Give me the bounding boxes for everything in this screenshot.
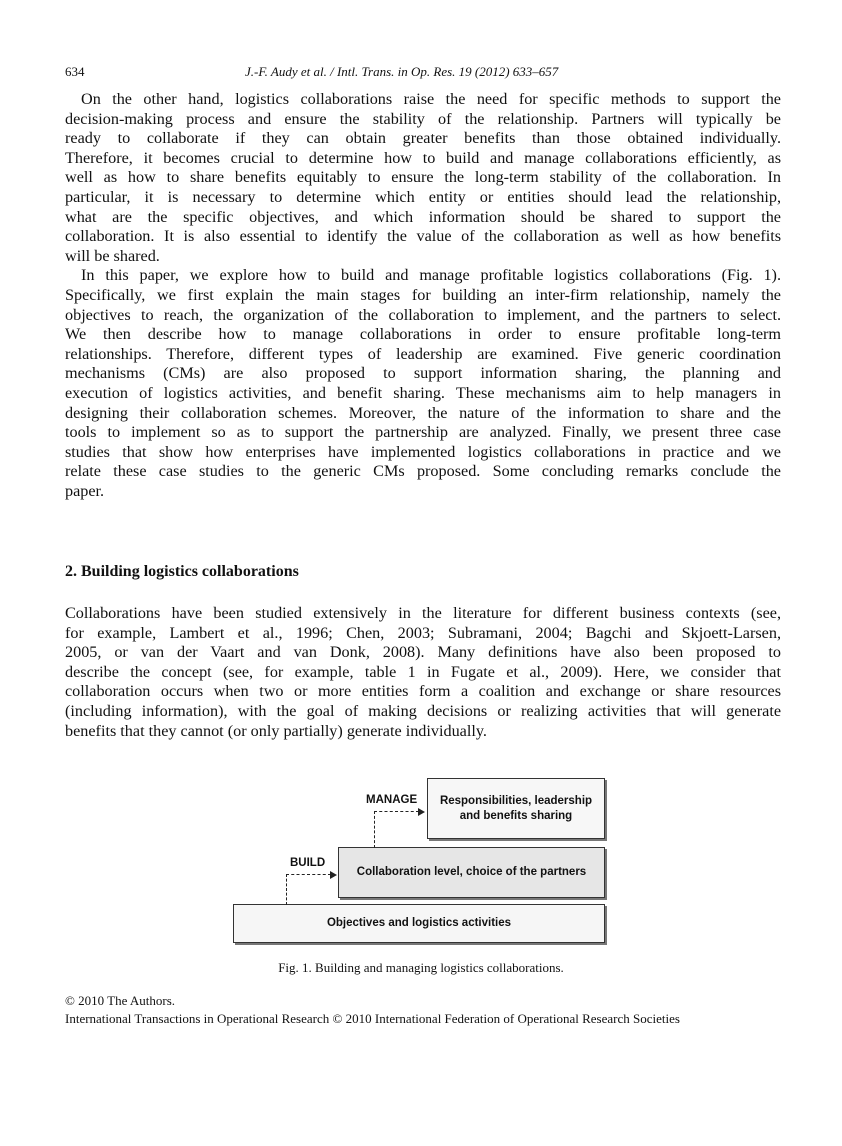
box-responsibilities — [427, 778, 605, 839]
text-line: Collaborations have been studied extensively in the literature for different business contexts (see, — [65, 604, 781, 622]
box-line: Responsibilities, leadership — [439, 794, 593, 807]
paragraph-1 — [65, 90, 781, 266]
build-label: BUILD — [290, 857, 326, 869]
build-arrow-head-icon — [330, 871, 337, 879]
text-line: collaboration. It is also essential to identify the value of the collaboration as well as how benefits — [65, 227, 781, 246]
text-line: designing their collaboration schemes. Moreover, the nature of the information to share and the — [65, 403, 781, 422]
manage-arrow-head-icon — [418, 808, 425, 816]
text-line: collaboration occurs when two or more entities form a coalition and exchange or share resources — [65, 682, 781, 701]
text-line: particular, it is necessary to determine which entity or entities should lead the relationship, — [65, 187, 781, 206]
text-line: execution of logistics activities, and benefit sharing. These mechanisms aim to help managers in — [65, 383, 781, 402]
section-paragraph — [65, 604, 781, 741]
manage-arrow-line — [374, 811, 419, 848]
text-line: for example, Lambert et al., 1996; Chen, 2003; Subramani, 2004; Bagchi and Skjoett-Larsen, — [65, 623, 781, 642]
text-line: On the other hand, logistics collaborations raise the need for specific methods to support the — [81, 90, 781, 108]
journal-copyright-line: International Transactions in Operational Research © 2010 International Federation of Operational Research Societies — [65, 1011, 680, 1026]
page-number: 634 — [65, 64, 85, 79]
text-line: tools to implement so as to support the partnership are analyzed. Finally, we present three case — [65, 423, 781, 442]
text-line: describe the concept (see, for example, table 1 in Fugate et al., 2009). Here, we consider that — [65, 662, 781, 681]
text-line: objectives to reach, the organization of the collaboration to implement, and the partners to select. — [65, 305, 781, 324]
text-line: relationships. Therefore, different types of leadership are examined. Five generic coordination — [65, 344, 781, 363]
text-line: mechanisms (CMs) are also proposed to support information sharing, the planning and — [65, 364, 781, 383]
copyright-line: © 2010 The Authors. — [65, 993, 176, 1008]
text-line: what are the specific objectives, and which information should be shared to support the — [65, 207, 781, 226]
text-line: In this paper, we explore how to build and manage profitable logistics collaborations (Fig. 1). — [81, 266, 781, 285]
manage-label: MANAGE — [366, 794, 418, 806]
text-line: 2005, or van der Vaart and van Donk, 2008). Many definitions have also been proposed to — [65, 643, 781, 662]
body-text — [65, 90, 781, 501]
text-line: Specifically, we first explain the main stages for building an inter-firm relationship, namely the — [65, 285, 781, 304]
text-line: Therefore, it becomes crucial to determine how to build and manage collaborations efficiently, as — [65, 148, 781, 167]
running-title: J.-F. Audy et al. / Intl. Trans. in Op. Res. 19 (2012) 633–657 — [245, 64, 559, 79]
text-line: We then describe how to manage collaborations in order to ensure profitable long-term — [65, 325, 781, 344]
figure-caption: Fig. 1. Building and managing logistics collaborations. — [278, 960, 564, 975]
text-line: ready to collaborate if they can obtain greater benefits than those obtained individually. — [65, 129, 781, 148]
text-line: decision-making process and ensure the stability of the relationship. Partners will typically be — [65, 109, 781, 128]
text-line: benefits that they cannot (or only partially) generate individually. — [65, 721, 487, 740]
text-line: studies that show how enterprises have implemented logistics collaborations in practice and we — [65, 442, 781, 461]
box-objectives: Objectives and logistics activities — [233, 904, 605, 943]
box-collaboration-level: Collaboration level, choice of the partners — [338, 847, 605, 898]
box-line: and benefits sharing — [459, 809, 573, 822]
section-heading: 2. Building logistics collaborations — [65, 563, 299, 580]
build-arrow-line — [286, 874, 331, 905]
text-line: paper. — [65, 481, 105, 500]
paragraph-2 — [65, 266, 781, 501]
text-line: relate these case studies to the generic CMs proposed. Some concluding remarks conclude the — [65, 462, 781, 481]
text-line: will be shared. — [65, 246, 160, 265]
text-line: well as how to share benefits equitably to ensure the long-term stability of the collaboration. In — [65, 168, 781, 187]
text-line: (including information), with the goal of making decisions or realizing activities that will generate — [65, 701, 781, 720]
